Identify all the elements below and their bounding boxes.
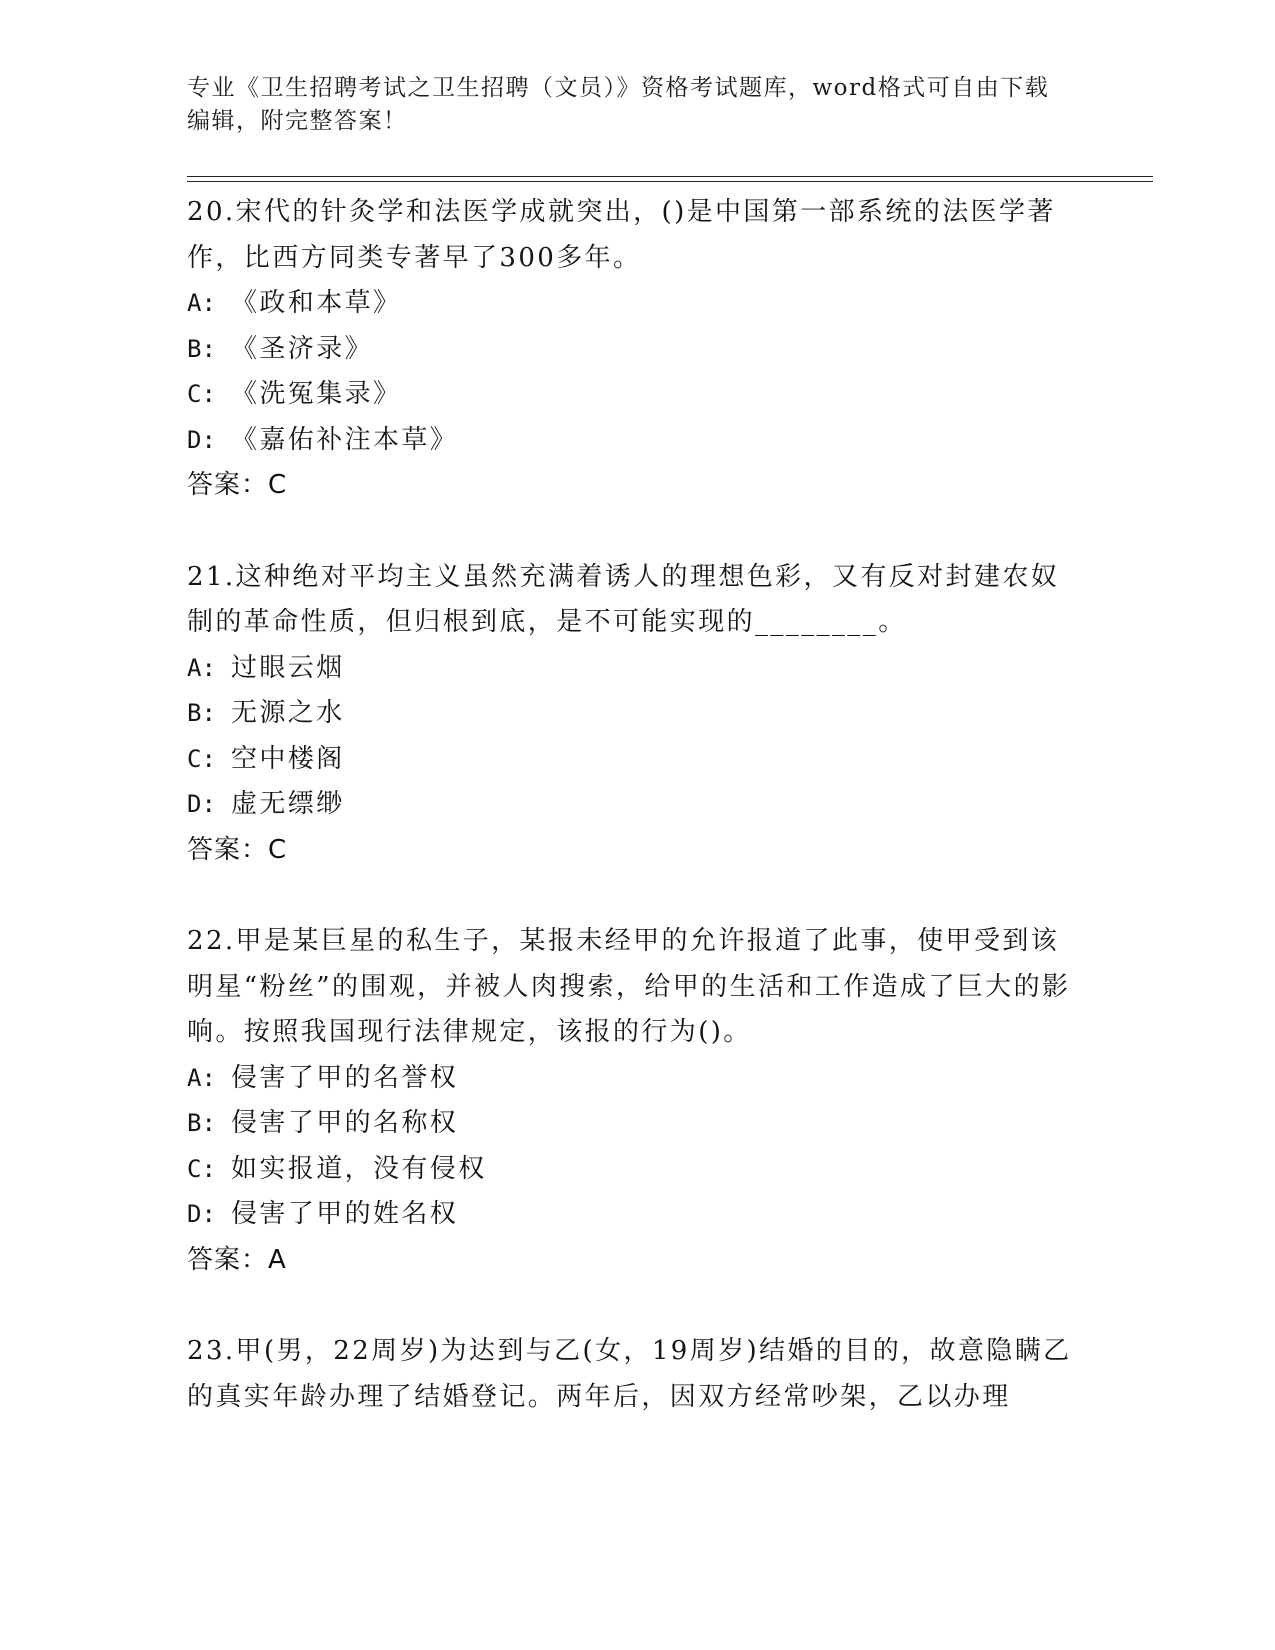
- question-20: [187, 190, 1087, 509]
- option-b: [187, 1101, 1087, 1147]
- question-stem: 22.甲是某巨星的私生子，某报未经甲的允许报道了此事，使甲受到该明星“粉丝”的围观，并被人肉搜索，给甲的生活和工作造成了巨大的影响。按照我国现行法律规定，该报的行为()。: [187, 926, 1071, 1047]
- option-letter: B:: [187, 334, 216, 363]
- option-text: 侵害了甲的姓名权: [231, 1199, 459, 1229]
- option-text: 《嘉佑补注本草》: [231, 424, 459, 455]
- option-text: 虚无缥缈: [231, 789, 345, 819]
- option-text: 如实报道，没有侵权: [231, 1153, 487, 1184]
- option-c: [187, 372, 1087, 418]
- option-text: 《圣济录》: [231, 333, 374, 364]
- option-c: [187, 737, 1087, 783]
- answer-line: 答案：C: [187, 834, 288, 865]
- option-text: 《政和本草》: [231, 288, 402, 318]
- option-list: [187, 281, 1087, 463]
- option-list: [187, 646, 1087, 828]
- option-b: [187, 691, 1087, 737]
- question-stem: 21.这种绝对平均主义虽然充满着诱人的理想色彩，又有反对封建农奴制的革命性质，但归根到底，是不可能实现的________。: [187, 561, 1060, 637]
- option-letter: C:: [187, 744, 216, 773]
- question-stem: 23.甲(男，22周岁)为达到与乙(女，19周岁)结婚的目的，故意隐瞒乙的真实年龄办理了结婚登记。两年后，因双方经常吵架，乙以办理: [187, 1336, 1072, 1412]
- answer-line: 答案：C: [187, 470, 288, 500]
- option-text: 过眼云烟: [231, 652, 345, 683]
- question-22: [187, 919, 1087, 1283]
- option-text: 侵害了甲的名称权: [231, 1108, 459, 1138]
- option-d: [187, 782, 1087, 828]
- option-letter: C:: [187, 1154, 216, 1183]
- header-divider-top: [187, 176, 1153, 177]
- answer-line: 答案：A: [187, 1244, 287, 1275]
- option-letter: D:: [187, 790, 216, 818]
- option-letter: A:: [187, 1063, 216, 1092]
- header-divider-bottom: [187, 181, 1153, 182]
- question-stem: 20.宋代的针灸学和法医学成就突出，()是中国第一部系统的法医学著作，比西方同类专著早了300多年。: [187, 197, 1056, 273]
- option-d: [187, 418, 1087, 464]
- option-a: [187, 281, 1087, 327]
- option-a: [187, 646, 1087, 692]
- question-23: [187, 1329, 1087, 1420]
- option-text: 空中楼阁: [231, 743, 345, 774]
- option-letter: D:: [187, 1200, 216, 1228]
- option-d: [187, 1192, 1087, 1238]
- option-text: 无源之水: [231, 698, 345, 728]
- question-21: [187, 555, 1087, 874]
- option-b: [187, 327, 1087, 373]
- option-letter: D:: [187, 425, 216, 454]
- option-text: 《洗冤集录》: [231, 379, 402, 409]
- option-text: 侵害了甲的名誉权: [231, 1062, 459, 1093]
- option-letter: B:: [187, 1109, 216, 1137]
- document-intro: 专业《卫生招聘考试之卫生招聘（文员）》资格考试题库，word格式可自由下载编辑，附完整答案！: [187, 75, 1050, 134]
- option-a: [187, 1056, 1087, 1102]
- option-list: [187, 1056, 1087, 1238]
- option-letter: A:: [187, 289, 216, 317]
- option-letter: B:: [187, 699, 216, 727]
- question-list: [187, 190, 1087, 1466]
- option-letter: A:: [187, 653, 216, 682]
- option-letter: C:: [187, 380, 216, 408]
- option-c: [187, 1147, 1087, 1193]
